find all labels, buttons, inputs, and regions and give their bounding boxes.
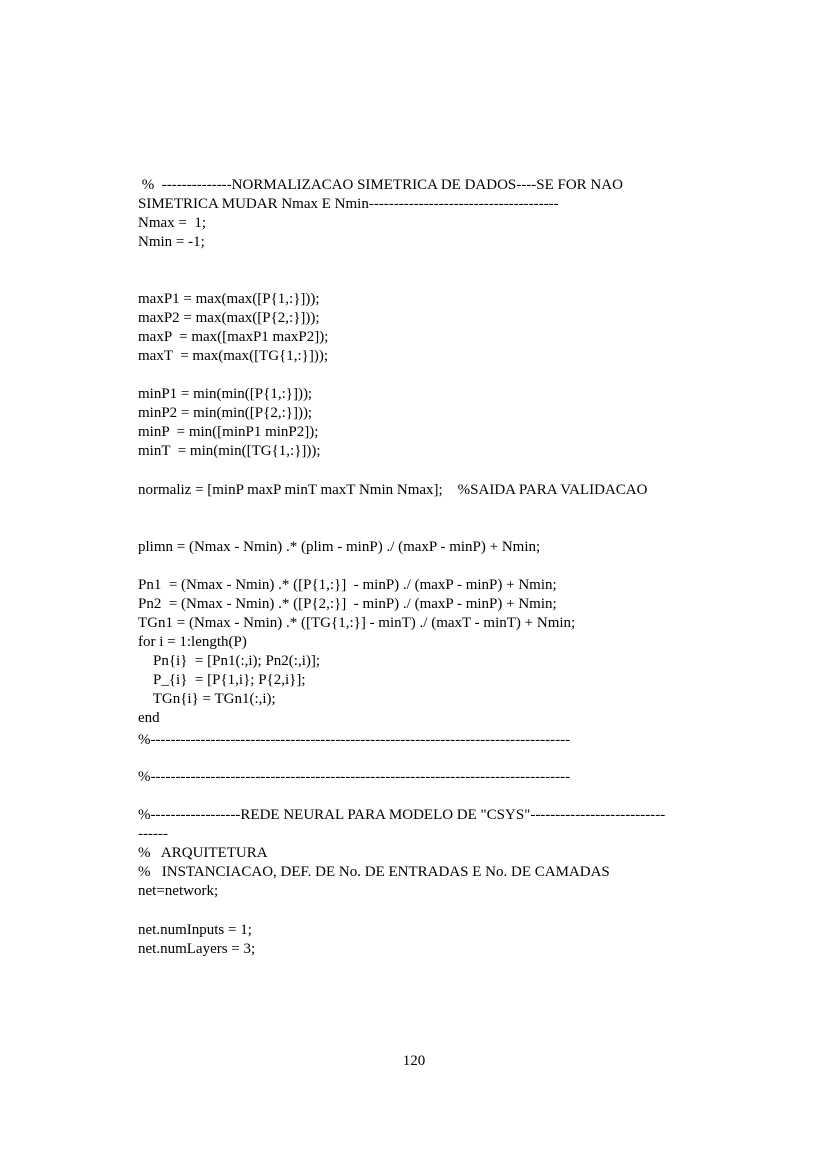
- comment-divider: %------------------------------------------------------------------------------------: [138, 769, 571, 785]
- code-line: SIMETRICA MUDAR Nmax E Nmin--------------------------------------: [138, 196, 559, 212]
- code-line: net.numLayers = 3;: [138, 941, 256, 957]
- code-line: maxP1 = max(max([P{1,:}]));: [138, 291, 320, 307]
- code-line: Pn1 = (Nmax - Nmin) .* ([P{1,:}] - minP) ./ (maxP - minP) + Nmin;: [138, 577, 557, 593]
- page-number: 120: [402, 1053, 426, 1069]
- code-line: for i = 1:length(P): [138, 634, 247, 650]
- section-heading: %------------------REDE NEURAL PARA MODELO DE "CSYS"---------------------------: [138, 807, 666, 823]
- code-line: P_{i} = [P{1,i}; P{2,i}];: [138, 672, 306, 688]
- code-line: % ARQUITETURA: [138, 845, 268, 861]
- code-line: minT = min(min([TG{1,:}]));: [138, 443, 321, 459]
- code-line: % --------------NORMALIZACAO SIMETRICA DE DADOS----SE FOR NAO: [138, 177, 623, 193]
- code-line: Nmax = 1;: [138, 215, 207, 231]
- code-line: net=network;: [138, 883, 219, 899]
- code-line: normaliz = [minP maxP minT maxT Nmin Nmax]; %SAIDA PARA VALIDACAO: [138, 482, 648, 498]
- code-line: minP2 = min(min([P{2,:}]));: [138, 405, 313, 421]
- code-line: TGn{i} = TGn1(:,i);: [138, 691, 276, 707]
- code-line: Pn{i} = [Pn1(:,i); Pn2(:,i)];: [138, 653, 321, 669]
- code-line: plimn = (Nmax - Nmin) .* (plim - minP) ./ (maxP - minP) + Nmin;: [138, 539, 541, 555]
- code-line: maxP = max([maxP1 maxP2]);: [138, 329, 329, 345]
- code-line: Pn2 = (Nmax - Nmin) .* ([P{2,:}] - minP) ./ (maxP - minP) + Nmin;: [138, 596, 557, 612]
- code-line: minP1 = min(min([P{1,:}]));: [138, 386, 313, 402]
- code-line: maxT = max(max([TG{1,:}]));: [138, 348, 329, 364]
- code-line: maxP2 = max(max([P{2,:}]));: [138, 310, 320, 326]
- code-line: Nmin = -1;: [138, 234, 205, 250]
- comment-divider: %------------------------------------------------------------------------------------: [138, 732, 571, 748]
- code-line: ------: [138, 826, 168, 842]
- code-line: % INSTANCIACAO, DEF. DE No. DE ENTRADAS E No. DE CAMADAS: [138, 864, 610, 880]
- code-line: net.numInputs = 1;: [138, 922, 252, 938]
- code-line: minP = min([minP1 minP2]);: [138, 424, 319, 440]
- code-line: TGn1 = (Nmax - Nmin) .* ([TG{1,:}] - minT) ./ (maxT - minT) + Nmin;: [138, 615, 576, 631]
- code-line: end: [138, 710, 160, 726]
